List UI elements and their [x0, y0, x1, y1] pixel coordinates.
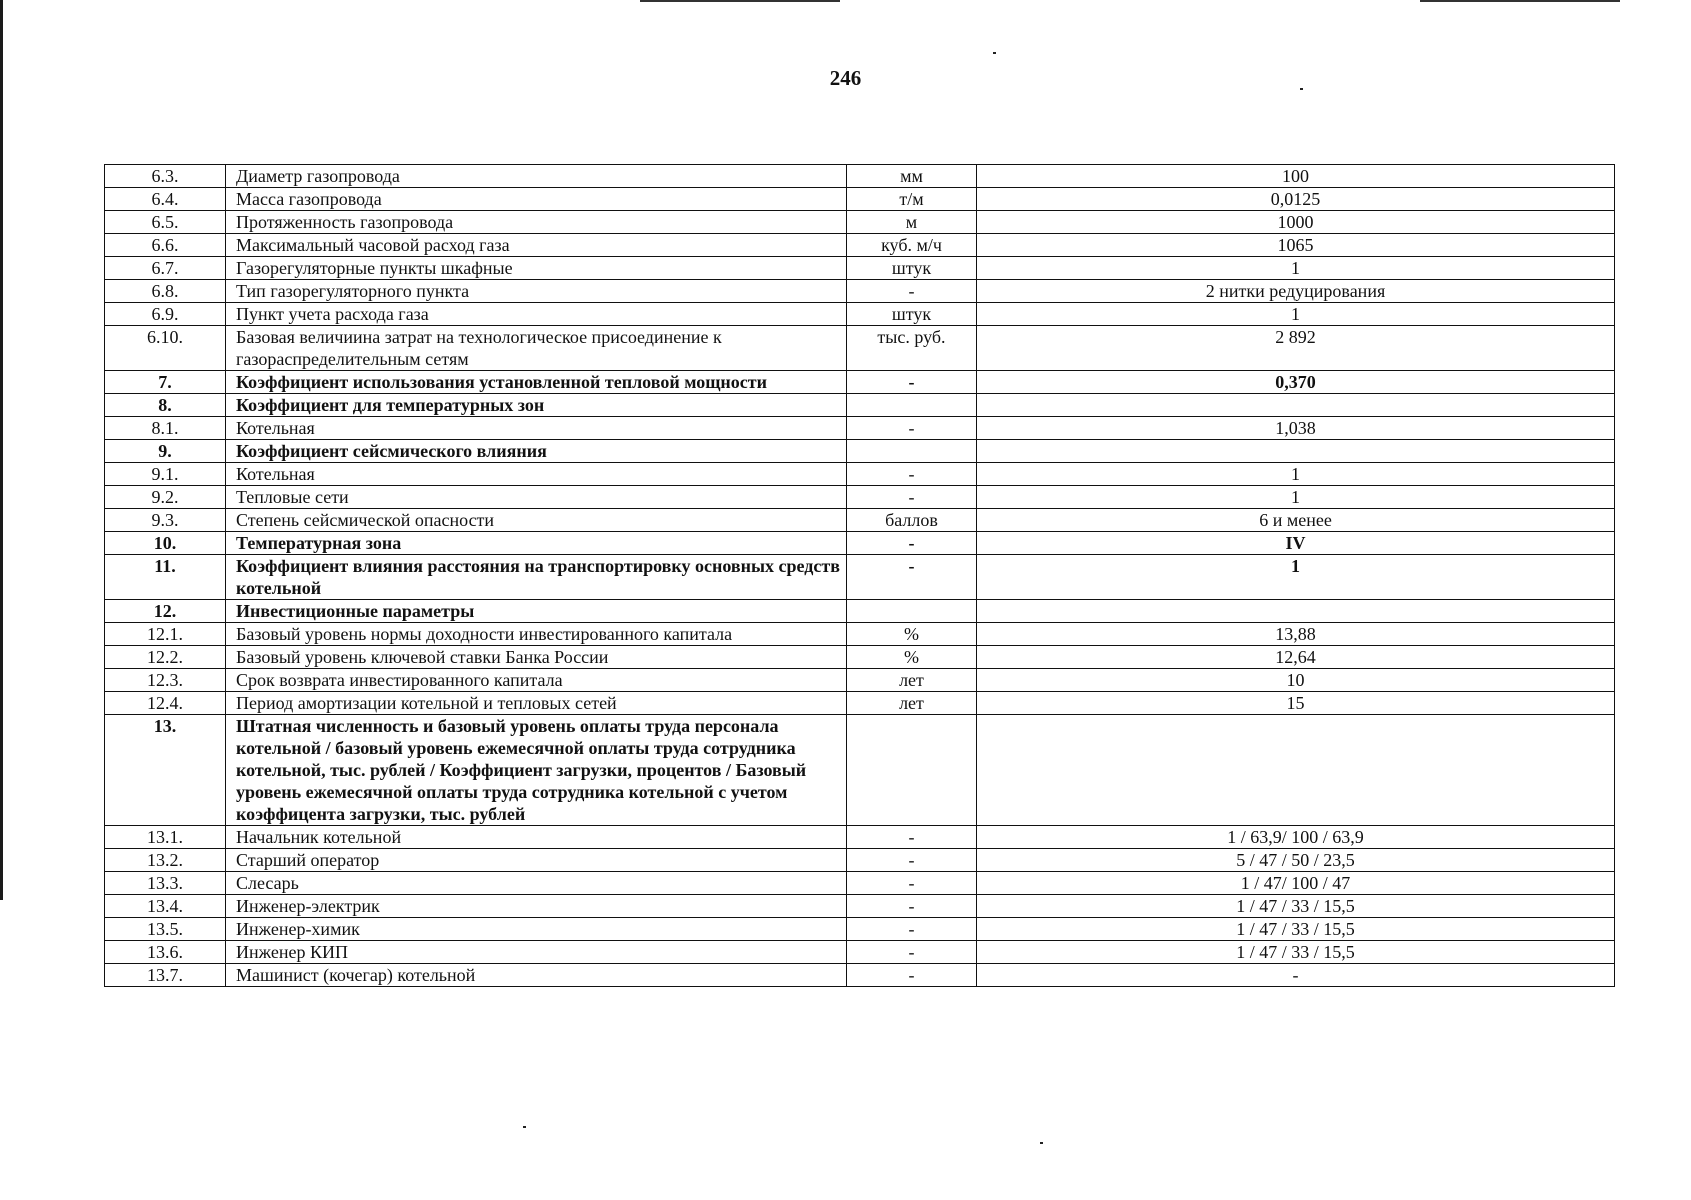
- row-unit-cell: лет: [847, 692, 977, 715]
- row-value-cell: 2 нитки редуцирования: [977, 280, 1615, 303]
- table-row: [105, 849, 1615, 872]
- row-name-cell: Тип газорегуляторного пункта: [226, 280, 847, 303]
- row-value-cell: [977, 600, 1615, 623]
- table-row: [105, 326, 1615, 371]
- row-number-cell: 6.8.: [105, 280, 226, 303]
- row-name-cell: Машинист (кочегар) котельной: [226, 964, 847, 987]
- row-unit-cell: баллов: [847, 509, 977, 532]
- row-value-cell: 1 / 47 / 33 / 15,5: [977, 895, 1615, 918]
- scan-edge-top-right: [1420, 0, 1620, 2]
- row-name-cell: Температурная зона: [226, 532, 847, 555]
- row-unit-cell: -: [847, 371, 977, 394]
- row-value-cell: 2 892: [977, 326, 1615, 371]
- row-name-cell: Пункт учета расхода газа: [226, 303, 847, 326]
- row-unit-cell: -: [847, 555, 977, 600]
- row-unit-cell: %: [847, 623, 977, 646]
- row-unit-cell: -: [847, 849, 977, 872]
- row-name-cell: Коэффициент сейсмического влияния: [226, 440, 847, 463]
- row-unit-cell: [847, 440, 977, 463]
- row-unit-cell: лет: [847, 669, 977, 692]
- table-row: [105, 669, 1615, 692]
- row-name-cell: Срок возврата инвестированного капитала: [226, 669, 847, 692]
- table-row: [105, 895, 1615, 918]
- row-value-cell: 1,038: [977, 417, 1615, 440]
- row-name-cell: Период амортизации котельной и тепловых сетей: [226, 692, 847, 715]
- row-unit-cell: -: [847, 486, 977, 509]
- row-unit-cell: -: [847, 463, 977, 486]
- row-unit-cell: штук: [847, 257, 977, 280]
- row-name-cell: Базовая величиина затрат на технологическое присоединение к газораспределительным сетям: [226, 326, 847, 371]
- row-name-cell: Штатная численность и базовый уровень оплаты труда персонала котельной / базовый уровень ежемесячной оплаты труда сотрудника котельной, тыс. рублей / Коэффициент загрузки, процентов / Базовый уровень ежемесячной оплаты труда сотрудника котельной с учетом коэффицента загрузки, тыс. рублей: [226, 715, 847, 826]
- table-row: [105, 941, 1615, 964]
- table-row: [105, 692, 1615, 715]
- row-number-cell: 13.1.: [105, 826, 226, 849]
- table-row: [105, 872, 1615, 895]
- row-unit-cell: тыс. руб.: [847, 326, 977, 371]
- table-row: [105, 440, 1615, 463]
- row-unit-cell: куб. м/ч: [847, 234, 977, 257]
- row-name-cell: Масса газопровода: [226, 188, 847, 211]
- table-row: [105, 826, 1615, 849]
- row-value-cell: 10: [977, 669, 1615, 692]
- row-value-cell: 1 / 47/ 100 / 47: [977, 872, 1615, 895]
- table-row: [105, 486, 1615, 509]
- scan-speck: [993, 52, 996, 54]
- table-row: [105, 715, 1615, 826]
- row-name-cell: Коэффициент использования установленной тепловой мощности: [226, 371, 847, 394]
- row-unit-cell: -: [847, 280, 977, 303]
- row-number-cell: 12.3.: [105, 669, 226, 692]
- table-row: [105, 509, 1615, 532]
- row-name-cell: Слесарь: [226, 872, 847, 895]
- row-number-cell: 8.1.: [105, 417, 226, 440]
- row-unit-cell: %: [847, 646, 977, 669]
- row-number-cell: 10.: [105, 532, 226, 555]
- row-number-cell: 11.: [105, 555, 226, 600]
- row-value-cell: 1 / 47 / 33 / 15,5: [977, 941, 1615, 964]
- row-number-cell: 6.3.: [105, 165, 226, 188]
- row-value-cell: 1: [977, 257, 1615, 280]
- row-number-cell: 6.9.: [105, 303, 226, 326]
- scan-edge-top-left: [640, 0, 840, 2]
- row-number-cell: 9.2.: [105, 486, 226, 509]
- row-number-cell: 9.1.: [105, 463, 226, 486]
- row-name-cell: Инвестиционные параметры: [226, 600, 847, 623]
- row-name-cell: Диаметр газопровода: [226, 165, 847, 188]
- table-row: [105, 532, 1615, 555]
- row-unit-cell: -: [847, 417, 977, 440]
- row-number-cell: 6.4.: [105, 188, 226, 211]
- row-value-cell: 1: [977, 486, 1615, 509]
- row-value-cell: 1065: [977, 234, 1615, 257]
- table-row: [105, 964, 1615, 987]
- row-unit-cell: -: [847, 964, 977, 987]
- row-unit-cell: т/м: [847, 188, 977, 211]
- table-row: [105, 211, 1615, 234]
- row-number-cell: 12.2.: [105, 646, 226, 669]
- row-unit-cell: -: [847, 826, 977, 849]
- table-row: [105, 463, 1615, 486]
- table-row: [105, 394, 1615, 417]
- row-value-cell: 1: [977, 303, 1615, 326]
- row-number-cell: 6.10.: [105, 326, 226, 371]
- row-name-cell: Котельная: [226, 417, 847, 440]
- row-name-cell: Котельная: [226, 463, 847, 486]
- row-number-cell: 12.: [105, 600, 226, 623]
- row-value-cell: IV: [977, 532, 1615, 555]
- row-name-cell: Начальник котельной: [226, 826, 847, 849]
- row-name-cell: Инженер КИП: [226, 941, 847, 964]
- row-unit-cell: -: [847, 872, 977, 895]
- table-row: [105, 188, 1615, 211]
- row-number-cell: 12.1.: [105, 623, 226, 646]
- table-row: [105, 280, 1615, 303]
- row-value-cell: 5 / 47 / 50 / 23,5: [977, 849, 1615, 872]
- row-number-cell: 13.4.: [105, 895, 226, 918]
- table-body: [105, 165, 1615, 987]
- row-value-cell: 13,88: [977, 623, 1615, 646]
- row-unit-cell: штук: [847, 303, 977, 326]
- row-number-cell: 13.2.: [105, 849, 226, 872]
- table-row: [105, 417, 1615, 440]
- table-row: [105, 646, 1615, 669]
- row-value-cell: -: [977, 964, 1615, 987]
- row-unit-cell: [847, 394, 977, 417]
- row-unit-cell: -: [847, 532, 977, 555]
- row-value-cell: 100: [977, 165, 1615, 188]
- row-name-cell: Инженер-химик: [226, 918, 847, 941]
- row-number-cell: 13.7.: [105, 964, 226, 987]
- row-value-cell: 15: [977, 692, 1615, 715]
- row-value-cell: 1 / 63,9/ 100 / 63,9: [977, 826, 1615, 849]
- scan-speck: [523, 1126, 526, 1128]
- row-value-cell: [977, 715, 1615, 826]
- row-value-cell: [977, 440, 1615, 463]
- scan-speck: [1040, 1142, 1043, 1144]
- row-number-cell: 7.: [105, 371, 226, 394]
- row-name-cell: Степень сейсмической опасности: [226, 509, 847, 532]
- row-name-cell: Коэффициент влияния расстояния на транспортировку основных средств котельной: [226, 555, 847, 600]
- scan-edge-left: [0, 0, 3, 900]
- row-value-cell: 1 / 47 / 33 / 15,5: [977, 918, 1615, 941]
- row-number-cell: 6.6.: [105, 234, 226, 257]
- row-number-cell: 13.5.: [105, 918, 226, 941]
- row-name-cell: Протяженность газопровода: [226, 211, 847, 234]
- table-row: [105, 918, 1615, 941]
- row-value-cell: 1: [977, 555, 1615, 600]
- row-unit-cell: [847, 600, 977, 623]
- row-number-cell: 6.7.: [105, 257, 226, 280]
- row-name-cell: Базовый уровень нормы доходности инвестированного капитала: [226, 623, 847, 646]
- table-row: [105, 555, 1615, 600]
- row-number-cell: 8.: [105, 394, 226, 417]
- row-value-cell: 6 и менее: [977, 509, 1615, 532]
- row-number-cell: 6.5.: [105, 211, 226, 234]
- row-name-cell: Тепловые сети: [226, 486, 847, 509]
- row-unit-cell: м: [847, 211, 977, 234]
- row-name-cell: Коэффициент для температурных зон: [226, 394, 847, 417]
- row-number-cell: 12.4.: [105, 692, 226, 715]
- table-row: [105, 165, 1615, 188]
- row-name-cell: Газорегуляторные пункты шкафные: [226, 257, 847, 280]
- row-value-cell: 1: [977, 463, 1615, 486]
- row-number-cell: 9.3.: [105, 509, 226, 532]
- row-number-cell: 13.: [105, 715, 226, 826]
- row-value-cell: 1000: [977, 211, 1615, 234]
- row-value-cell: [977, 394, 1615, 417]
- row-name-cell: Старший оператор: [226, 849, 847, 872]
- table-row: [105, 371, 1615, 394]
- parameters-table: [104, 164, 1615, 987]
- table-row: [105, 257, 1615, 280]
- row-name-cell: Максимальный часовой расход газа: [226, 234, 847, 257]
- row-unit-cell: -: [847, 941, 977, 964]
- row-number-cell: 9.: [105, 440, 226, 463]
- row-value-cell: 0,370: [977, 371, 1615, 394]
- table-row: [105, 234, 1615, 257]
- row-number-cell: 13.3.: [105, 872, 226, 895]
- row-unit-cell: мм: [847, 165, 977, 188]
- row-unit-cell: [847, 715, 977, 826]
- table-row: [105, 303, 1615, 326]
- row-value-cell: 0,0125: [977, 188, 1615, 211]
- row-unit-cell: -: [847, 895, 977, 918]
- row-name-cell: Инженер-электрик: [226, 895, 847, 918]
- row-unit-cell: -: [847, 918, 977, 941]
- table-row: [105, 600, 1615, 623]
- row-number-cell: 13.6.: [105, 941, 226, 964]
- row-name-cell: Базовый уровень ключевой ставки Банка России: [226, 646, 847, 669]
- table-row: [105, 623, 1615, 646]
- page-number: 246: [829, 66, 862, 90]
- row-value-cell: 12,64: [977, 646, 1615, 669]
